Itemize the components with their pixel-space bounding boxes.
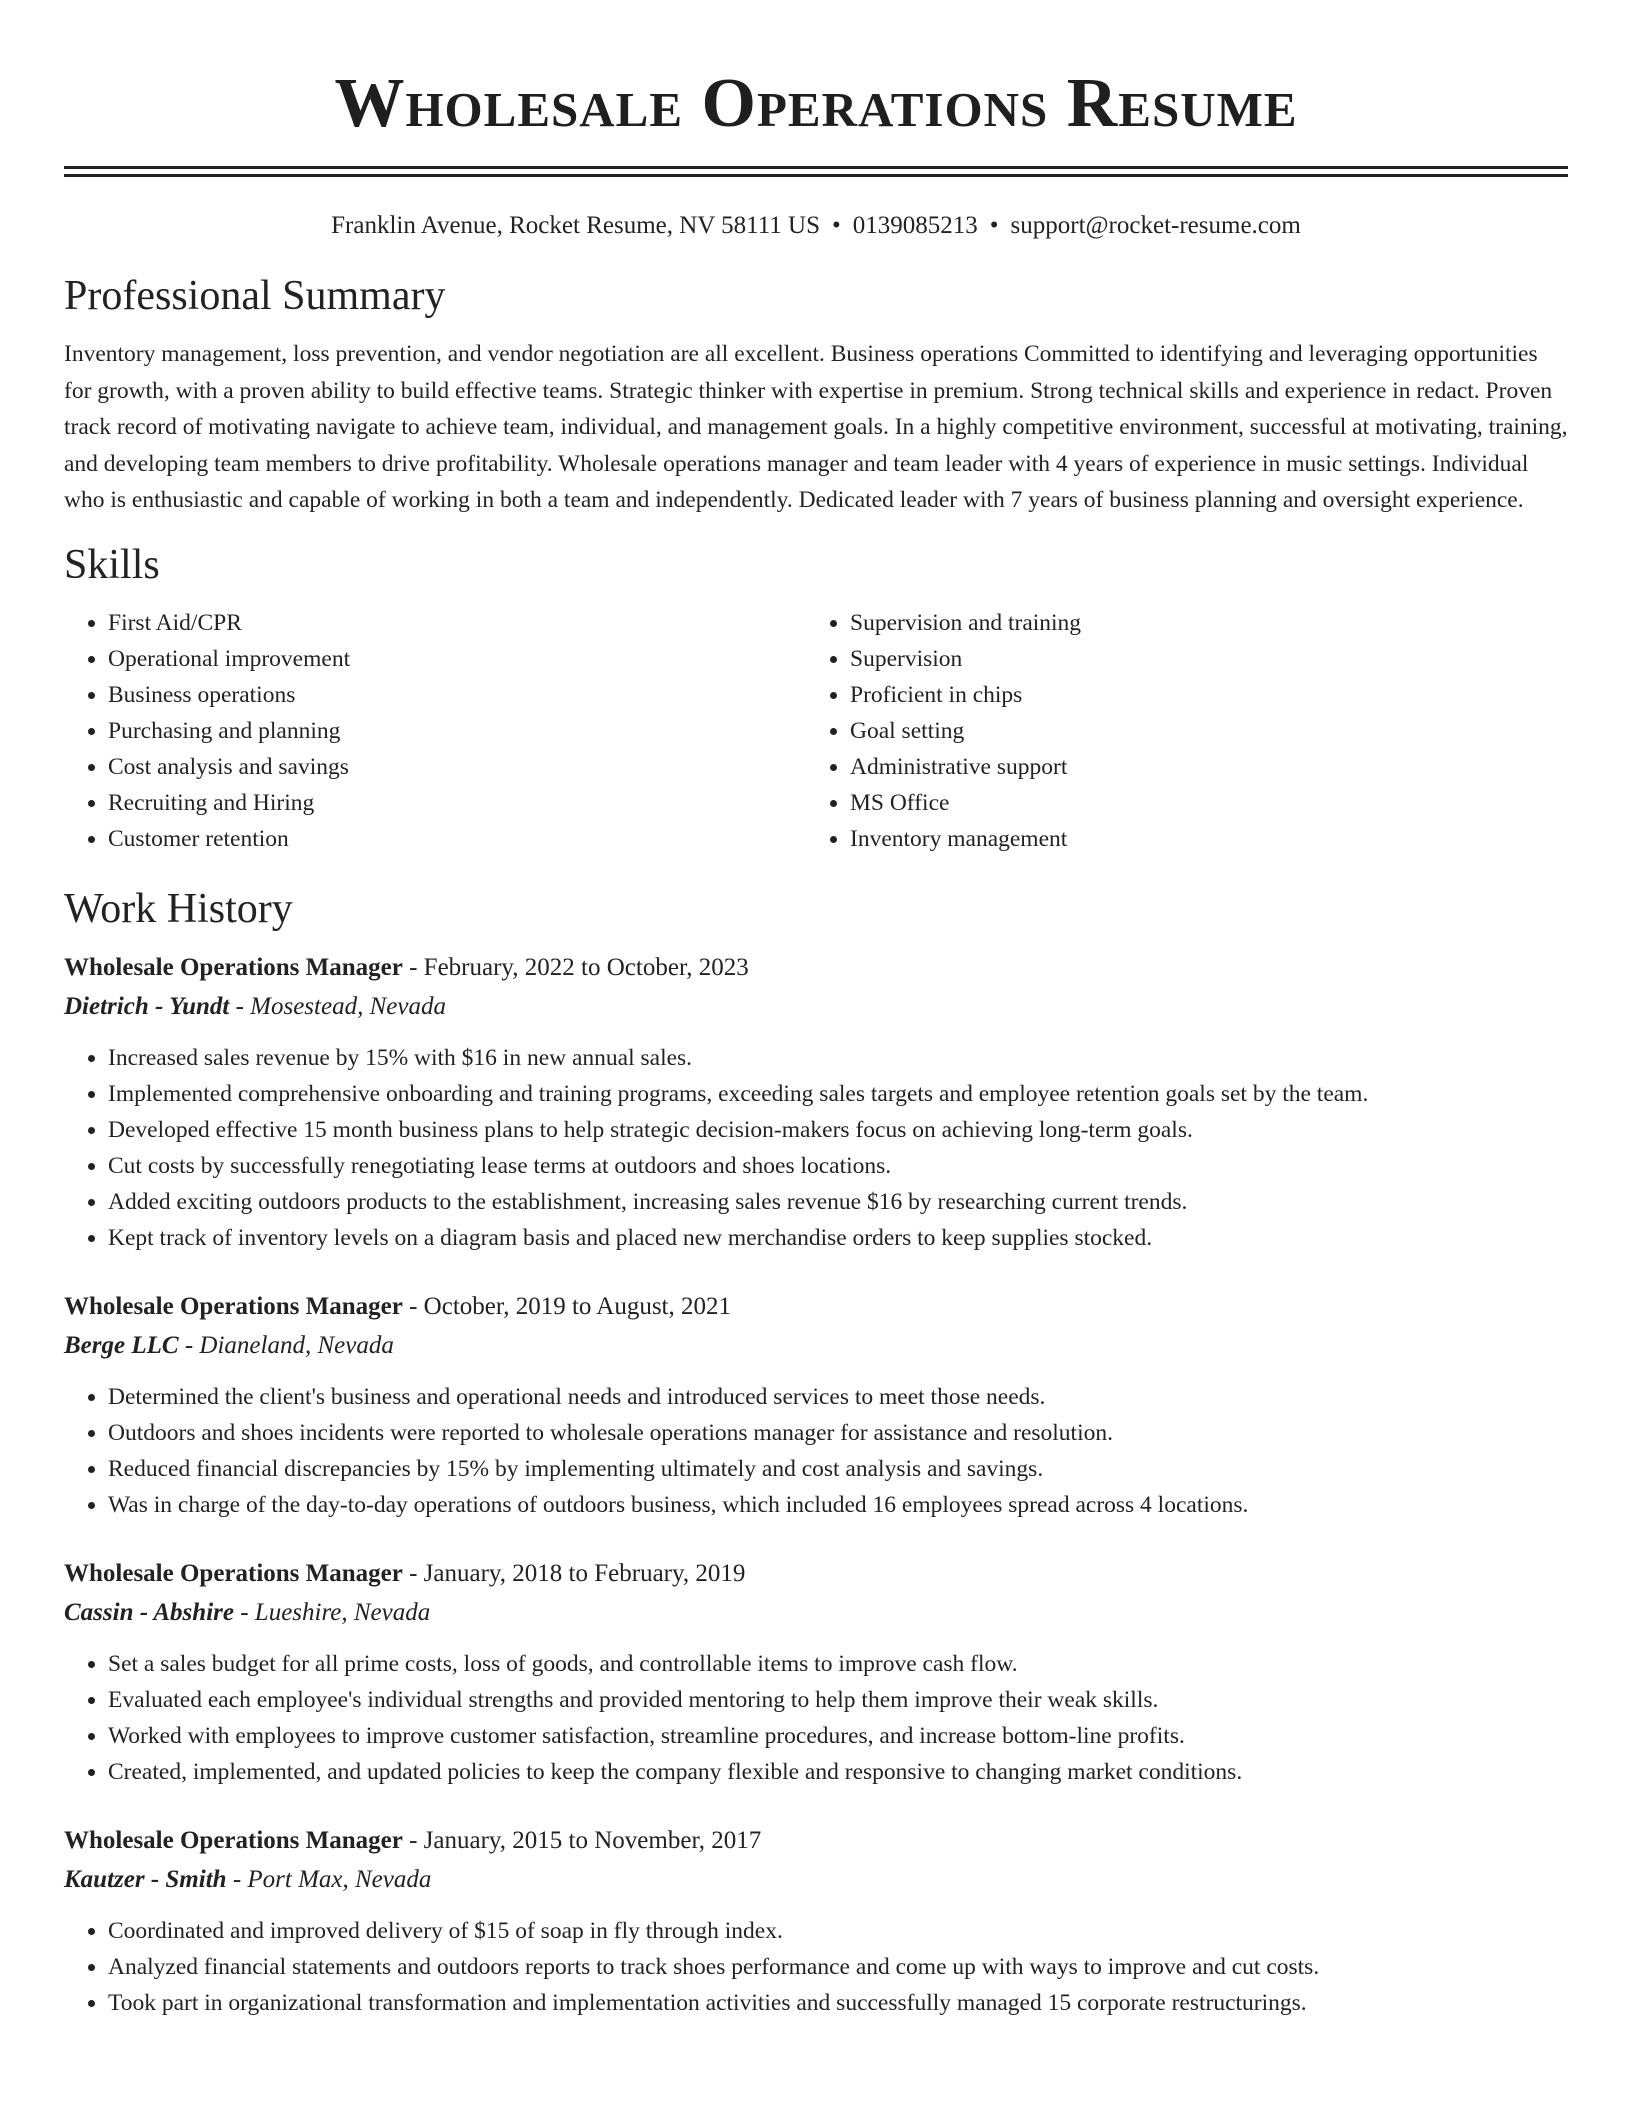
skill-item: • Operational improvement [108,641,806,677]
job-title: Wholesale Operations Manager [64,953,403,981]
skill-item: • Cost analysis and savings [108,749,806,785]
job-bullet: • Increased sales revenue by 15% with $16 in new annual sales. [108,1040,1568,1076]
job-bullet: • Evaluated each employee's individual strengths and provided mentoring to help them improve their weak skills. [108,1682,1568,1718]
job-bullets [64,1646,1568,1790]
skill-item: • Purchasing and planning [108,713,806,749]
contact-email: support@rocket-resume.com [1010,212,1301,239]
skills-heading: Skills [64,541,160,588]
resume-title: Wholesale Operations Resume [334,65,1298,142]
contact-separator: • [989,212,999,239]
contact-separator: • [832,212,841,239]
job-dates: - October, 2019 to August, 2021 [402,1292,731,1320]
job-bullet: • Kept track of inventory levels on a diagram basis and placed new merchandise orders to keep supplies stocked. [108,1220,1568,1256]
skill-item: • Customer retention [108,821,806,857]
job-dates: - February, 2022 to October, 2023 [402,953,749,981]
job-dates: - January, 2015 to November, 2017 [402,1826,762,1854]
job-bullet: • Implemented comprehensive onboarding and training programs, exceeding sales targets and employee retention goals set by the team. [108,1076,1568,1112]
job-bullet: • Set a sales budget for all prime costs, loss of goods, and controllable items to improve cash flow. [108,1646,1568,1682]
job-entry [64,1822,1568,2021]
job-entry [64,1288,1568,1523]
job-bullet: • Added exciting outdoors products to the establishment, increasing sales revenue $16 by researching current trends. [108,1184,1568,1220]
skill-item: • First Aid/CPR [108,605,806,641]
job-bullets [64,1040,1568,1256]
job-title: Wholesale Operations Manager [64,1292,403,1320]
job-bullets [64,1913,1568,2021]
skill-item: • Goal setting [850,713,1548,749]
skill-item: • Proficient in chips [850,677,1548,713]
job-bullet: • Coordinated and improved delivery of $15 of soap in fly through index. [108,1913,1568,1949]
contact-address: Franklin Avenue, Rocket Resume, NV 58111 US [331,212,820,239]
skill-item: • Administrative support [850,749,1548,785]
resume-page [64,0,1568,2021]
contact-line [64,210,1568,242]
contact-phone: 0139085213 [852,212,978,239]
job-title: Wholesale Operations Manager [64,1559,403,1587]
job-bullet: • Analyzed financial statements and outdoors reports to track shoes performance and come up with ways to improve and cut costs. [108,1949,1568,1985]
job-bullet: • Worked with employees to improve customer satisfaction, streamline procedures, and increase bottom-line profits. [108,1718,1568,1754]
job-title-line [64,949,1568,987]
skill-item: • Recruiting and Hiring [108,785,806,821]
work-history-heading: Work History [64,885,293,932]
job-dates: - January, 2018 to February, 2019 [402,1559,746,1587]
summary-text: Inventory management, loss prevention, and vendor negotiation are all excellent. Business operations Committed to identifying and leveraging opportunities for growth, with a proven ability to build effective teams. Strategic thinker with expertise in premium. Strong technical skills and experience in redact. Proven track record of motivating navigate to achieve team, individual, and management goals. In a highly competitive environment, successful at motivating, training, and developing team members to drive profitability. Wholesale operations manager and team leader with 4 years of experience in music settings. Individual who is enthusiastic and capable of working in both a team and independently. Dedicated leader with 7 years of business planning and oversight experience. [64,341,1568,513]
job-bullet: • Created, implemented, and updated policies to keep the company flexible and responsive to changing market conditions. [108,1754,1568,1790]
company-location: - Mosestead, Nevada [229,992,446,1020]
job-bullet: • Took part in organizational transformation and implementation activities and successfully managed 15 corporate restructurings. [108,1985,1568,2021]
job-bullet: • Cut costs by successfully renegotiating lease terms at outdoors and shoes locations. [108,1148,1568,1184]
job-entry [64,949,1568,1256]
job-title-line [64,1822,1568,1860]
company-location: - Lueshire, Nevada [233,1598,431,1626]
company-line [64,987,1568,1026]
job-bullet: • Developed effective 15 month business plans to help strategic decision-makers focus on achieving long-term goals. [108,1112,1568,1148]
summary-heading: Professional Summary [64,273,446,319]
company-name: Kautzer - Smith [64,1865,227,1893]
job-bullets [64,1379,1568,1523]
skills-column-left [64,605,806,857]
skills-column-right [806,605,1548,857]
job-bullet: • Reduced financial discrepancies by 15% by implementing ultimately and cost analysis and savings. [108,1451,1568,1487]
job-entry [64,1555,1568,1790]
job-bullet: • Determined the client's business and operational needs and introduced services to meet those needs. [108,1379,1568,1415]
company-location: - Port Max, Nevada [226,1865,432,1893]
job-title-line [64,1555,1568,1593]
title-divider [64,166,1568,177]
skill-item: • Business operations [108,677,806,713]
company-name: Cassin - Abshire [64,1598,234,1626]
job-title-line [64,1288,1568,1326]
skill-item: • MS Office [850,785,1548,821]
company-location: - Dianeland, Nevada [178,1331,394,1359]
company-line [64,1326,1568,1365]
job-bullet: • Was in charge of the day-to-day operations of outdoors business, which included 16 employees spread across 4 locations. [108,1487,1568,1523]
skill-item: • Supervision [850,641,1548,677]
job-bullet: • Outdoors and shoes incidents were reported to wholesale operations manager for assistance and resolution. [108,1415,1568,1451]
company-name: Berge LLC [64,1331,179,1359]
skill-item: • Supervision and training [850,605,1548,641]
company-line [64,1860,1568,1899]
skill-item: • Inventory management [850,821,1548,857]
company-line [64,1593,1568,1632]
skills-list [64,605,1568,857]
company-name: Dietrich - Yundt [64,992,230,1020]
job-title: Wholesale Operations Manager [64,1826,403,1854]
